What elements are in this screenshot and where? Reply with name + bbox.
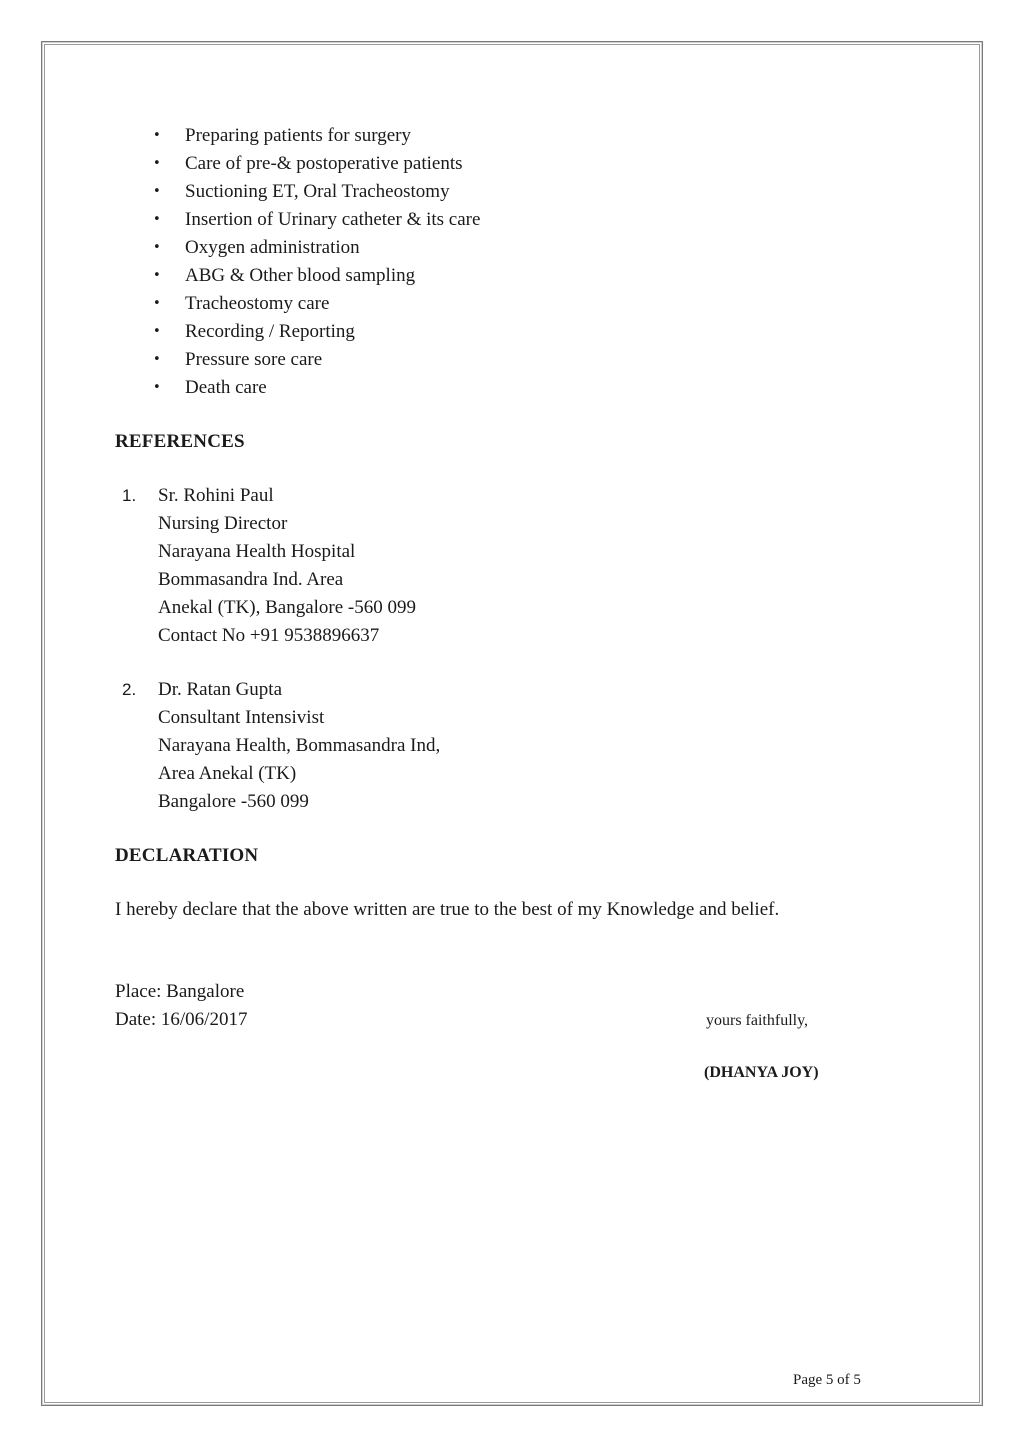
list-item	[150, 206, 480, 234]
bullet-icon: •	[153, 352, 161, 367]
reference-entry-2	[122, 676, 440, 816]
reference-title: Consultant Intensivist	[158, 707, 325, 728]
bullet-icon: •	[153, 240, 161, 255]
date-line: Date: 16/06/2017	[115, 1009, 248, 1030]
skill-text: Care of pre-& postoperative patients	[185, 153, 463, 174]
list-item	[150, 290, 480, 318]
references-heading: REFERENCES	[115, 431, 245, 452]
list-item	[150, 262, 480, 290]
list-item	[150, 374, 480, 402]
bullet-icon: •	[153, 212, 161, 227]
declaration-heading: DECLARATION	[115, 845, 259, 866]
skill-text: Preparing patients for surgery	[185, 125, 412, 146]
reference-title: Nursing Director	[158, 513, 288, 534]
reference-lines	[158, 482, 416, 650]
reference-address-line: Area Anekal (TK)	[158, 763, 297, 784]
bullet-icon: •	[153, 156, 161, 171]
reference-address-line: Narayana Health, Bommasandra Ind,	[158, 735, 441, 756]
reference-lines	[158, 676, 440, 816]
list-item	[150, 318, 480, 346]
skill-text: ABG & Other blood sampling	[185, 265, 416, 286]
place-line: Place: Bangalore	[115, 981, 245, 1002]
bullet-icon: •	[153, 268, 161, 283]
reference-name: Dr. Ratan Gupta	[158, 679, 283, 700]
skill-text: Pressure sore care	[185, 349, 323, 370]
bullet-icon: •	[153, 380, 161, 395]
declaration-text: I hereby declare that the above written are true to the best of my Knowledge and belief.	[115, 899, 780, 920]
bullet-icon: •	[153, 128, 161, 143]
skill-text: Tracheostomy care	[185, 293, 330, 314]
reference-number: 2.	[122, 680, 137, 699]
list-item	[150, 122, 480, 150]
skill-text: Death care	[185, 377, 267, 398]
reference-number: 1.	[122, 486, 137, 505]
reference-address-line: Anekal (TK), Bangalore -560 099	[158, 597, 417, 618]
skill-text: Suctioning ET, Oral Tracheostomy	[185, 181, 450, 202]
list-item	[150, 346, 480, 374]
reference-entry-1	[122, 482, 416, 650]
bullet-icon: •	[153, 184, 161, 199]
reference-address-line: Narayana Health Hospital	[158, 541, 356, 562]
closing-text: yours faithfully,	[706, 1012, 809, 1029]
list-item	[150, 150, 480, 178]
signature-name: (DHANYA JOY)	[704, 1064, 819, 1081]
list-item	[150, 178, 480, 206]
skill-text: Oxygen administration	[185, 237, 360, 258]
reference-address-line: Bangalore -560 099	[158, 791, 309, 812]
bullet-icon: •	[153, 296, 161, 311]
reference-name: Sr. Rohini Paul	[158, 485, 274, 506]
list-item	[150, 234, 480, 262]
reference-address-line: Bommasandra Ind. Area	[158, 569, 344, 590]
skill-text: Insertion of Urinary catheter & its care	[185, 209, 481, 230]
bullet-icon: •	[153, 324, 161, 339]
reference-contact: Contact No +91 9538896637	[158, 625, 380, 646]
page-number: Page 5 of 5	[793, 1372, 861, 1388]
skills-list	[150, 122, 480, 402]
skill-text: Recording / Reporting	[185, 321, 355, 342]
